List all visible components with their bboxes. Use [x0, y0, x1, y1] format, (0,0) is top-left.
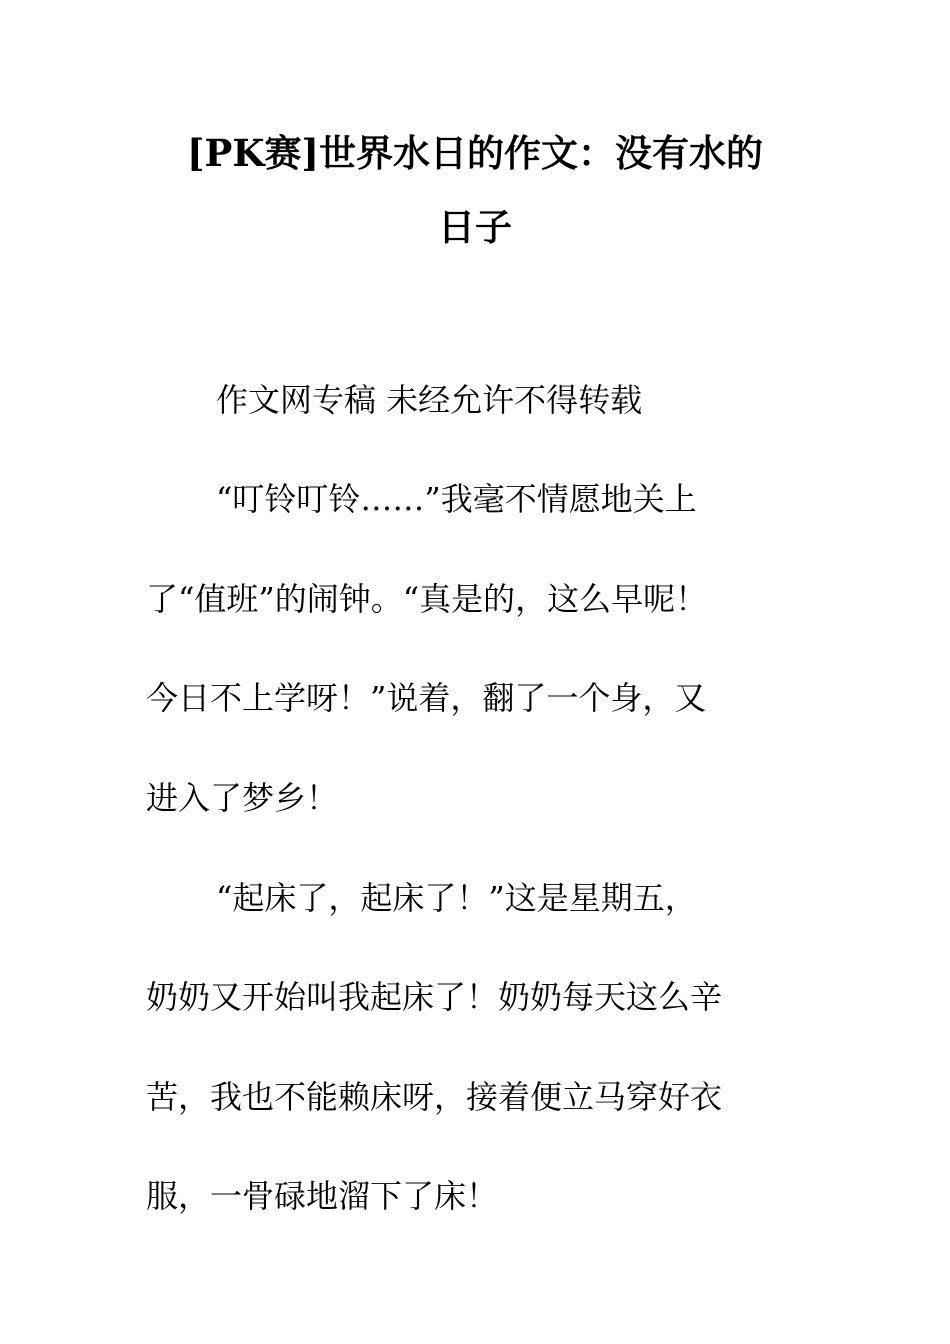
document-title [120, 116, 830, 264]
paragraph-2-line-2: 奶奶又开始叫我起床了！奶奶每天这么辛 [146, 978, 723, 1016]
title-line-2: 日子 [438, 205, 512, 249]
byline: 作文网专稿 未经允许不得转载 [216, 381, 643, 419]
title-line-1: [PK赛]世界水日的作文：没有水的 [187, 131, 763, 175]
paragraph-2-line-1: “起床了，起床了！”这是星期五， [216, 879, 697, 917]
paragraph-1-line-4: 进入了梦乡！ [146, 779, 339, 817]
paragraph-2-line-3: 苦，我也不能赖床呀，接着便立马穿好衣 [146, 1078, 723, 1116]
paragraph-2-line-4: 服，一骨碌地溜下了床！ [146, 1177, 499, 1215]
paragraph-1-line-2: 了“值班”的闹钟。“真是的，这么早呢！ [146, 580, 708, 618]
paragraph-1-line-3: 今日不上学呀！”说着，翻了一个身，又 [146, 679, 707, 717]
paragraph-1-line-1: “叮铃叮铃……”我毫不情愿地关上 [216, 480, 697, 518]
